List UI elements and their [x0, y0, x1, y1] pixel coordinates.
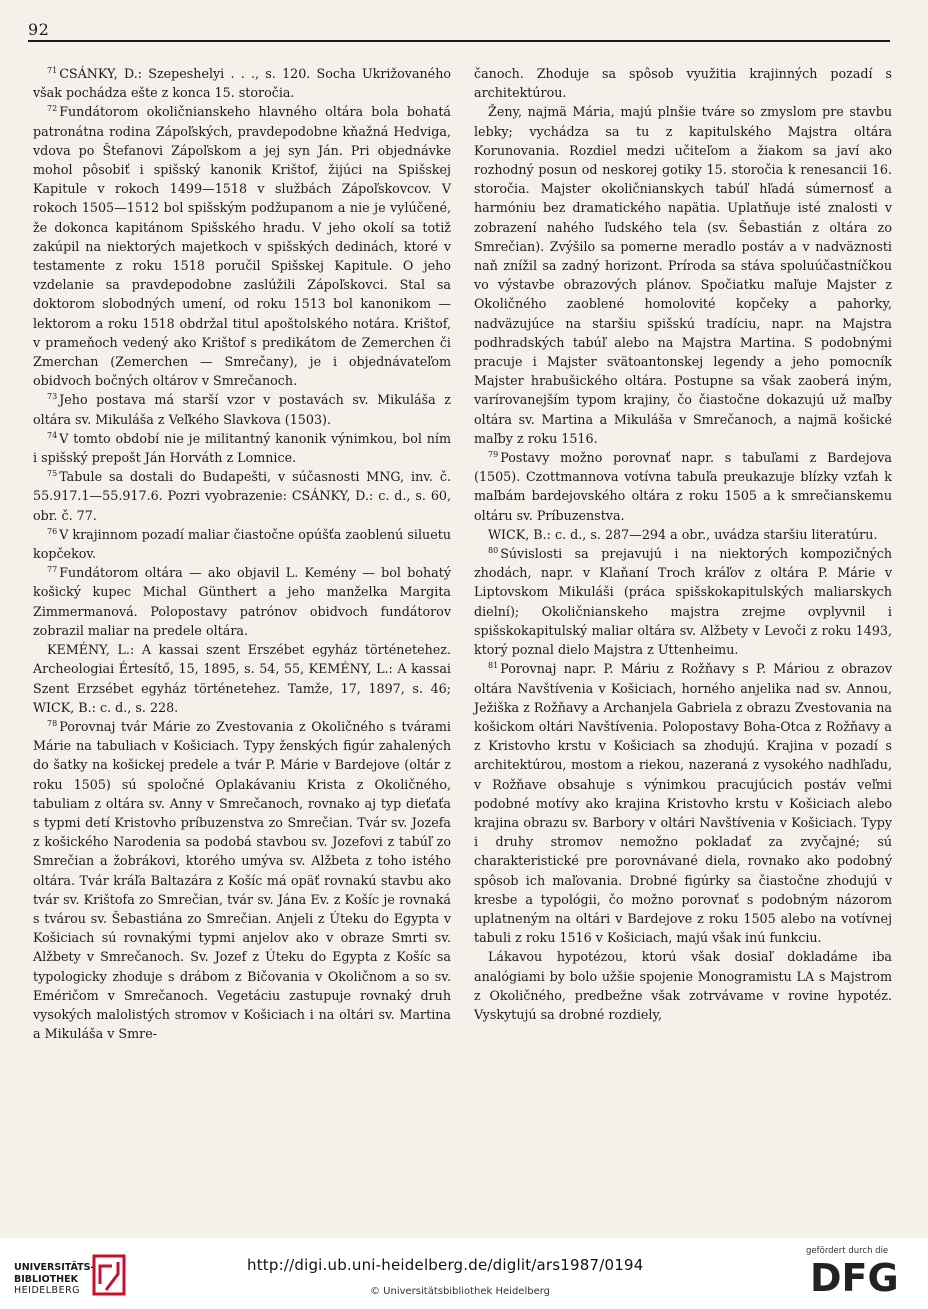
right_column-paragraph [474, 525, 892, 544]
footnote-number: 73 [47, 392, 58, 402]
footnote-text: Fundátorom okoličnianskeho hlavného oltára bola bohatá patronátna rodina Zápoľských, pravdepodobne kňažná Hedviga, vdova po Štefanovi Zápoľskom a jej syn Ján. Pri objednávke mohol pôsobiť i spišský kanonik Krištof, žijúci na Spišskej Kapitule v rokoch 1499—1518 v službách Zápoľskovcov. V rokoch 1505—1512 bol spišským podžupanom a nie je vylúčené, že dokonca kapitánom Spišského hradu. V jeho okolí sa totiž zakúpil na niektorých majetkoch v spišských dedinách, ktoré v testamente z roku 1518 poručil Spišskej Kapitule. O jeho vzdelanie sa pravdepodobne zaslúžili Zápoľskovci. Stal sa doktorom slobodných umení, od roku 1513 bol kanonikom — lektorom a roku 1518 obdržal titul apoštolského notára. Krištof, v prameňoch vedený ako Krištof s predikátom de Zemerchen či Zmerchan (Zemerchen — Smrečany), je i objednávateľom obidvoch bočných oltárov v Smrečanoch. [33, 104, 451, 389]
footnote-number: 81 [488, 661, 499, 671]
right_column-paragraph [474, 64, 892, 102]
library-line-2: BIBLIOTHEK [14, 1273, 78, 1285]
footnote-text: WICK, B.: c. d., s. 287—294 a obr., uvádza staršiu literatúru. [488, 526, 878, 542]
footnote-text: Tabule sa dostali do Budapešti, v súčasnosti MNG, inv. č. 55.917.1—55.917.6. Pozri vyobrazenie: CSÁNKY, D.: c. d., s. 60, obr. č. 77. [33, 469, 451, 523]
footnote-text: Fundátorom oltára — ako objavil L. Kemény — bol bohatý košický kupec Michal Günthert a jeho manželka Margita Zimmermanová. Polopostavy patrónov obidvoch fundátorov zobrazil maliar na predele oltára. [33, 565, 451, 638]
left_column-paragraph [33, 64, 451, 102]
footnote-number: 71 [47, 65, 58, 75]
footnote-number: 79 [488, 449, 499, 459]
footnote-text: Súvislosti sa prejavujú i na niektorých kompozičných zhodách, napr. v Klaňaní Troch kráľov z oltára P. Márie v Liptovskom Mikuláši (práca spišskokapitulských maliarskych dielní); Okoličnianskeho majstra zrejme ovplyvnil i spišskokapitulský maliar oltára sv. Alžbety v Levoči z roku 1493, ktorý poznal dielo Majstra z Uttenheimu. [474, 546, 892, 658]
footnote-text: Jeho postava má starší vzor v postavách sv. Mikuláša z oltára sv. Mikuláša z Veľkého Slavkova (1503). [33, 392, 451, 427]
footnote-text: Lákavou hypotézou, ktorú však dosiaľ dokladáme iba analógiami by bolo užšie spojenie Monogramistu LA s Majstrom z Okoličného, predbežne však zotrvávame v rovine hypotéz. Vyskytujú sa drobné rozdiely, [474, 949, 892, 1022]
footnote-text: KEMÉNY, L.: A kassai szent Erszébet egyház történetehez. Archeologiai Értesítő, 15, 1895, s. 54, 55, KEMÉNY, L.: A kassai Szent Erzsébet egyház történetehez. Tamže, 17, 1897, s. 46; WICK, B.: c. d., s. 228. [33, 642, 451, 715]
footer-bar [0, 1238, 928, 1309]
left_column-paragraph [33, 429, 451, 467]
footnote-text: Postavy možno porovnať napr. s tabuľami z Bardejova (1505). Czottmannova votívna tabuľa preukazuje blízky vzťah k maľbám bardejovského oltára z roku 1505 a k smrečianskemu oltáru sv. Príbuzenstva. [474, 450, 892, 523]
footnote-number: 76 [47, 526, 58, 536]
footnote-text: čanoch. Zhoduje sa spôsob využitia krajinných pozadí s architektúrou. [474, 66, 892, 101]
footnote-number: 77 [47, 565, 58, 575]
dfg-logo-text: DFG [810, 1258, 899, 1296]
left_column-paragraph [33, 717, 451, 1043]
footnote-number: 74 [47, 430, 58, 440]
footnote-number: 75 [47, 469, 58, 479]
library-line-3: HEIDELBERG [14, 1285, 81, 1296]
footnote-text: V krajinnom pozadí maliar čiastočne opúšťa zaoblenú siluetu kopčekov. [33, 526, 451, 562]
left_column-paragraph [33, 102, 451, 390]
left_column-paragraph [33, 390, 451, 428]
left_column-paragraph [33, 563, 451, 640]
footnote-text: Porovnaj tvár Márie zo Zvestovania z Okoličného s tvárami Márie na tabuliach v Košiciach. Typy ženských figúr zahalených do šatky na košickej predele a tvár P. Márie v Bardejove (oltár z roku 1505) sú spoločné Oplakávaniu Krista z Okoličného, tabuliam z oltára sv. Anny v Smrečanoch, rovnako aj typ dieťaťa s typmi detí Kristovho príbuzenstva zo Smrečian. Tvár sv. Jozefa z košického Narodenia sa podobá stavbou sv. Jozefovi z tabúľ zo Smrečian a žobrákovi, ktorého umýva sv. Alžbeta z toho istého oltára. Tvár kráľa Baltazára z Košíc má opäť rovnakú stavbu ako tvár sv. Krištofa zo Smrečian, tvár sv. Jána Ev. z Košíc je rovnaká s tvárou sv. Šebastiána zo Smrečian. Anjeli z Úteku do Egypta v Košiciach sú rovnakými typmi anjelov ako v obraze Smrti sv. Alžbety v Smrečanoch. Sv. Jozef z Úteku do Egypta z Košíc sa typologicky zhoduje s drábom z Bičovania v Okoličnom a so sv. Eméričom v Smrečanoch. Vegetáciu zastupuje rovnaký druh vysokých malolistých stromov v Košiciach i na oltári sv. Martina a Mikuláša v Smre- [33, 718, 451, 1042]
page-number: 92 [28, 20, 50, 39]
funder-label: gefördert durch die [806, 1246, 889, 1256]
left_column-paragraph [33, 525, 451, 563]
right-column [474, 64, 892, 1024]
permalink-url[interactable]: http://digi.ub.uni-heidelberg.de/diglit/ars1987/0194 [247, 1256, 644, 1274]
ub-heidelberg-logo-icon[interactable] [92, 1254, 126, 1296]
right_column-paragraph [474, 102, 892, 448]
copyright-text: © Universitätsbibliothek Heidelberg [370, 1286, 551, 1297]
right_column-paragraph [474, 659, 892, 947]
header-rule [28, 40, 890, 42]
footnote-text: Ženy, najmä Mária, majú plnšie tváre so zmyslom pre stavbu lebky; vychádza sa tu z kapitulského Majstra oltára Korunovania. Rozdiel medzi učiteľom a žiakom sa javí ako rozhodný posun od neskorej gotiky 15. storočia k renesancii 16. storočia. Majster okoličnianskych tabúľ hľadá súmernosť a harmóniu bez dramatického napätia. Uplatňuje isté znalosti v zobrazení nahého ľudského tela (sv. Šebastián z oltára zo Smrečian). Zvýšilo sa pomerne meradlo postáv a v nadväznosti naň znížil sa zadný horizont. Príroda sa stáva spoluúčastníčkou vo výstavbe obrazových plánov. Spočiatku maľuje Majster z Okoličného zaoblené homolovité kopčeky a pahorky, nadväzujúce na staršiu spišskú tradíciu, napr. na Majstra podhradských tabúľ alebo na Majstra Martina. S podobnými pracuje i Majster svätoantonskej legendy a jeho pomocník Majster hrabušického oltára. Postupne sa však zaoberá iným, varírovanejším typom krajiny, čo čiastočne dokazujú už maľby oltára sv. Martina a Mikuláša v Smrečanoch, a najmä košické maľby z roku 1516. [474, 104, 892, 446]
footnote-text: Porovnaj napr. P. Máriu z Rožňavy s P. Máriou z obrazov oltára Navštívenia v Košiciach, horného anjelika nad sv. Annou, Ježiška z Rožňavy a Archanjela Gabriela z obrazu Zvestovania na košickom oltári Navštívenia. Polopostavy Boha-Otca z Rožňavy a z Kristovho krstu v Košiciach sa zhodujú. Krajina v pozadí s architektúrou, mostom a riekou, nazeraná z vysokého nadhľadu, v Rožňave obsahuje s výnimkou pracujúcich postáv veľmi podobné motívy ako krajina Kristovho krstu v Košiciach alebo krajina obrazu sv. Barbory v oltári Navštívenia v Košiciach. Typy i druhy stromov nemožno pokladať za zvyčajné; sú charakteristické pre porovnávané diela, rovnako ako podobný spôsob ich maľovania. Drobné figúrky sa čiastočne zhodujú v kresbe a typológii, čo možno porovnať s podobným názorom uplatneným na oltári v Bardejove z roku 1505 alebo na votívnej tabuli z roku 1516 v Košiciach, majú však inú funkciu. [474, 661, 892, 946]
footnote-number: 80 [488, 545, 499, 555]
left_column-paragraph [33, 640, 451, 717]
left-column [33, 64, 451, 1043]
dfg-logo-icon[interactable] [808, 1258, 914, 1296]
right_column-paragraph [474, 448, 892, 525]
library-line-1: UNIVERSITÄTS- [14, 1262, 95, 1273]
footnote-text: V tomto období nie je militantný kanonik výnimkou, bol ním i spišský prepošt Ján Horváth z Lomnice. [33, 430, 451, 466]
right_column-paragraph [474, 544, 892, 659]
footnote-text: CSÁNKY, D.: Szepeshelyi . . ., s. 120. Socha Ukrižovaného však pochádza ešte z konca 15. storočia. [33, 66, 451, 101]
footnote-number: 78 [47, 718, 58, 728]
right_column-paragraph [474, 947, 892, 1024]
footnote-number: 72 [47, 104, 58, 114]
left_column-paragraph [33, 467, 451, 525]
